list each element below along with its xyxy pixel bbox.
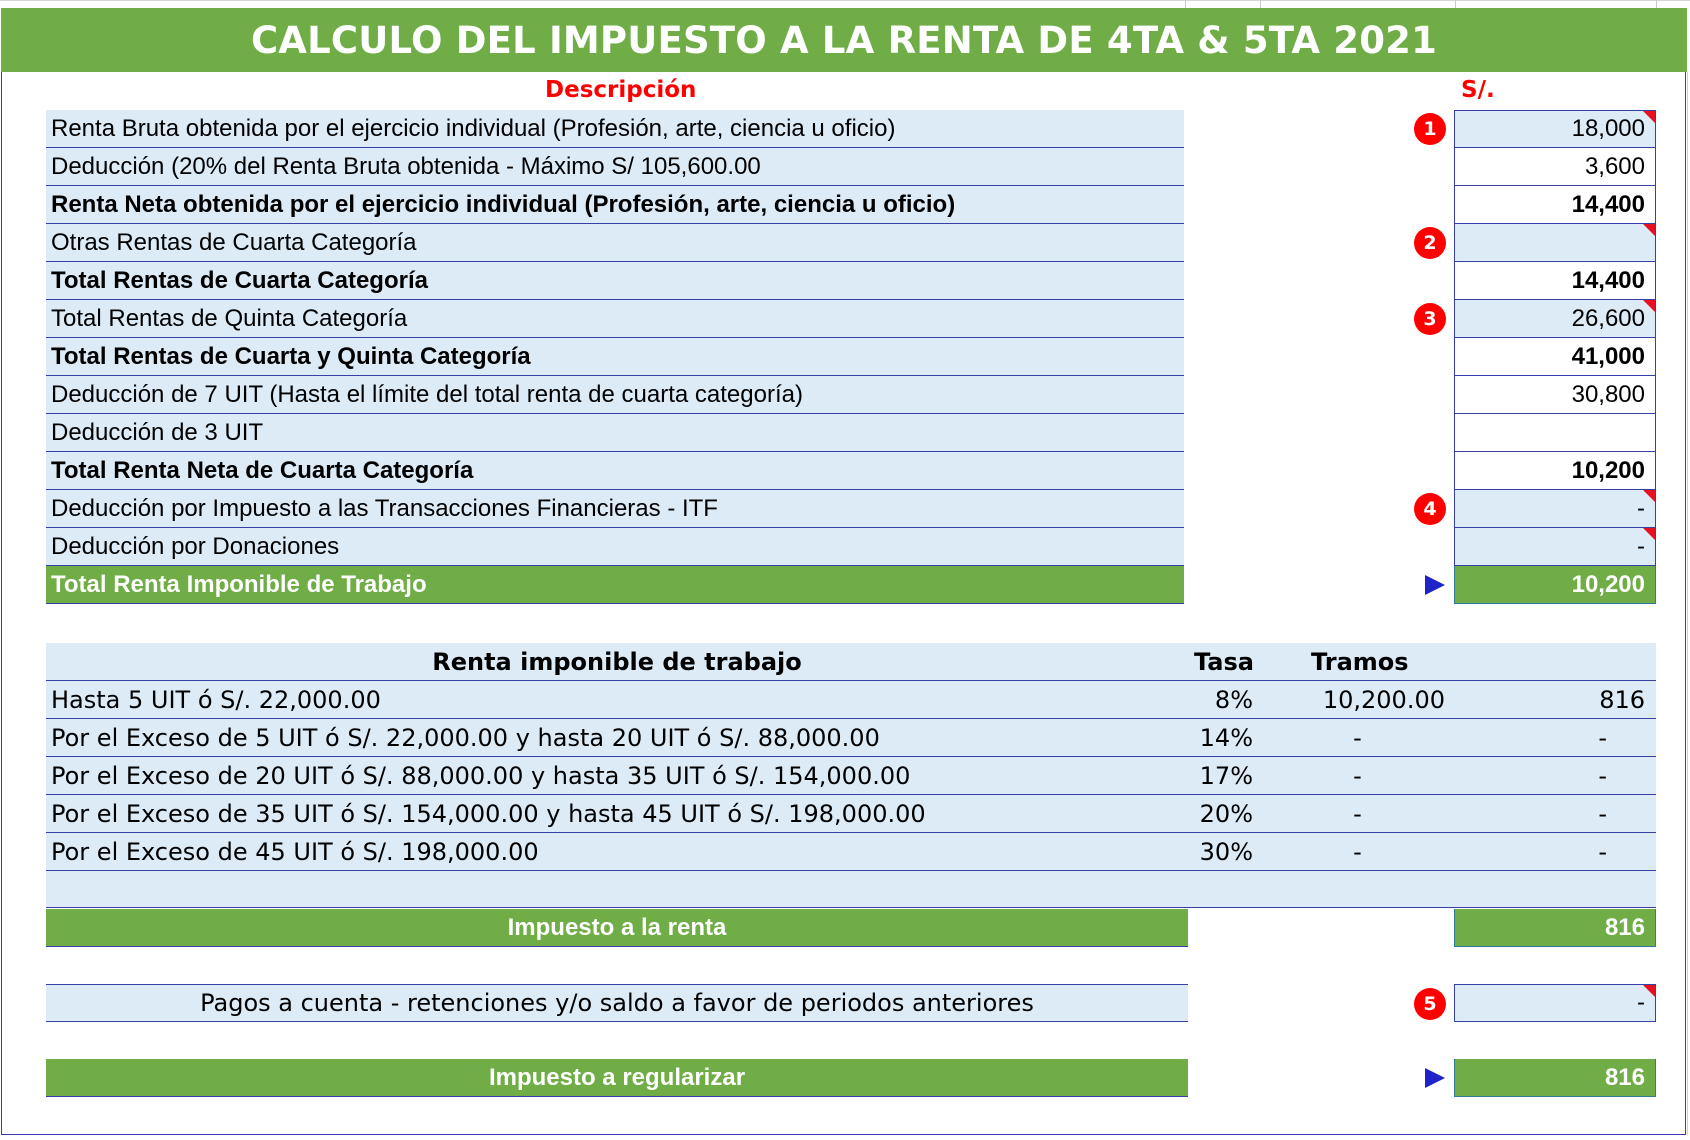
row-value-text: 30,800 [1571,380,1645,408]
row-value-cell[interactable] [1454,528,1656,566]
row-value-text: 3,600 [1584,152,1645,180]
row-label: Total Renta Neta de Cuarta Categoría [46,452,1184,490]
bracket-tax: - [1598,800,1607,828]
row-value-cell[interactable] [1454,262,1656,300]
row-value-text: 18,000 [1571,115,1645,142]
pagos-cuenta-label: Pagos a cuenta - retenciones y/o saldo a favor de periodos anteriores [46,984,1188,1022]
row-label: Deducción de 3 UIT [46,414,1184,452]
row-value-cell[interactable] [1454,490,1656,528]
row-value-cell[interactable] [1454,414,1656,452]
row-label: Total Rentas de Cuarta Categoría [46,262,1184,300]
bracket-label: Por el Exceso de 5 UIT ó S/. 22,000.00 y hasta 20 UIT ó S/. 88,000.00 [51,724,880,752]
row-label: Total Rentas de Quinta Categoría [46,300,1184,338]
bracket-rate: 8% [1214,686,1253,714]
row-label: Deducción por Donaciones [46,528,1184,566]
bracket-rate: 14% [1199,724,1253,752]
right-triangle-arrow-icon [1425,575,1445,595]
row-value-cell[interactable] [1454,376,1656,414]
row-value-cell[interactable] [1454,338,1656,376]
bracket-label: Por el Exceso de 45 UIT ó S/. 198,000.00 [51,838,539,866]
row-value-text: 10,200 [1571,570,1645,598]
sheet-top-rule [0,0,1690,1]
column-boundary [1185,0,1186,8]
bracket-header-tasa: Tasa [1194,648,1254,676]
row-value-cell[interactable] [1454,452,1656,490]
row-value-text: 14,400 [1571,190,1645,218]
row-label: Deducción (20% del Renta Bruta obtenida - Máximo S/ 105,600.00 [46,148,1184,186]
bracket-amount: 10,200.00 [1322,686,1445,714]
bracket-amount: - [1353,724,1362,752]
bracket-amount: - [1353,762,1362,790]
numbered-circle-icon: 1 [1414,113,1446,145]
row-value-text: 14,400 [1571,266,1645,294]
comment-indicator-icon[interactable] [1643,490,1655,502]
bracket-tax: - [1598,724,1607,752]
row-value-cell[interactable] [1454,148,1656,186]
row-label: Deducción de 7 UIT (Hasta el límite del total renta de cuarta categoría) [46,376,1184,414]
row-label: Otras Rentas de Cuarta Categoría [46,224,1184,262]
sheet-title: CALCULO DEL IMPUESTO A LA RENTA DE 4TA & 5TA 2021 [1,8,1687,72]
bracket-header-renta: Renta imponible de trabajo [432,648,802,676]
row-value-cell[interactable] [1454,224,1656,262]
pagos-cuenta-value[interactable] [1454,984,1656,1022]
description-header: Descripción [545,77,697,103]
impuesto-regularizar-label: Impuesto a regularizar [46,1059,1188,1097]
column-boundary [1260,0,1261,8]
impuesto-regularizar-value-text: 816 [1604,1063,1645,1091]
row-label: Total Rentas de Cuarta y Quinta Categoría [46,338,1184,376]
row-value-cell[interactable] [1454,110,1656,148]
bracket-rate: 20% [1199,800,1253,828]
comment-indicator-icon[interactable] [1643,985,1655,997]
column-boundary [1656,0,1657,8]
pagos-cuenta-value-text: - [1637,989,1645,1016]
bracket-tax: 816 [1599,686,1645,714]
impuesto-renta-value-text: 816 [1604,913,1645,941]
numbered-circle-icon: 2 [1414,227,1446,259]
bracket-amount: - [1353,838,1362,866]
row-value-text: 26,600 [1571,304,1645,332]
row-label: Renta Neta obtenida por el ejercicio individual (Profesión, arte, ciencia u oficio) [46,186,1184,224]
bracket-empty-row [46,871,1656,908]
bracket-tax: - [1598,762,1607,790]
bracket-rate: 17% [1199,762,1253,790]
row-value-text: 10,200 [1571,456,1645,484]
row-value-cell[interactable] [1454,566,1656,604]
bracket-rate: 30% [1199,838,1253,866]
bracket-amount: - [1353,800,1362,828]
numbered-circle-icon: 5 [1414,988,1446,1020]
impuesto-renta-label: Impuesto a la renta [46,909,1188,947]
row-value-cell[interactable] [1454,186,1656,224]
bracket-label: Por el Exceso de 35 UIT ó S/. 154,000.00 y hasta 45 UIT ó S/. 198,000.00 [51,800,926,828]
numbered-circle-icon: 4 [1414,493,1446,525]
row-label: Total Renta Imponible de Trabajo [46,566,1184,604]
comment-indicator-icon[interactable] [1643,528,1655,540]
row-value-text: - [1637,532,1645,560]
row-value-text: - [1637,494,1645,522]
numbered-circle-icon: 3 [1414,303,1446,335]
currency-header: S/. [1461,77,1495,103]
bracket-label: Por el Exceso de 20 UIT ó S/. 88,000.00 y hasta 35 UIT ó S/. 154,000.00 [51,762,911,790]
row-value-cell[interactable] [1454,300,1656,338]
impuesto-renta-value[interactable] [1454,909,1656,947]
bracket-tax: - [1598,838,1607,866]
row-value-text: 41,000 [1571,342,1645,370]
gridline [1687,72,1688,1135]
comment-indicator-icon[interactable] [1643,224,1655,236]
comment-indicator-icon[interactable] [1643,300,1655,312]
bracket-label: Hasta 5 UIT ó S/. 22,000.00 [51,686,381,714]
comment-indicator-icon[interactable] [1643,111,1655,123]
bracket-header-tramos: Tramos [1311,648,1409,676]
impuesto-regularizar-value[interactable] [1454,1059,1656,1097]
column-boundary [1455,0,1456,8]
row-label: Deducción por Impuesto a las Transacciones Financieras - ITF [46,490,1184,528]
row-label: Renta Bruta obtenida por el ejercicio individual (Profesión, arte, ciencia u oficio) [46,110,1184,148]
right-triangle-arrow-icon [1425,1068,1445,1088]
